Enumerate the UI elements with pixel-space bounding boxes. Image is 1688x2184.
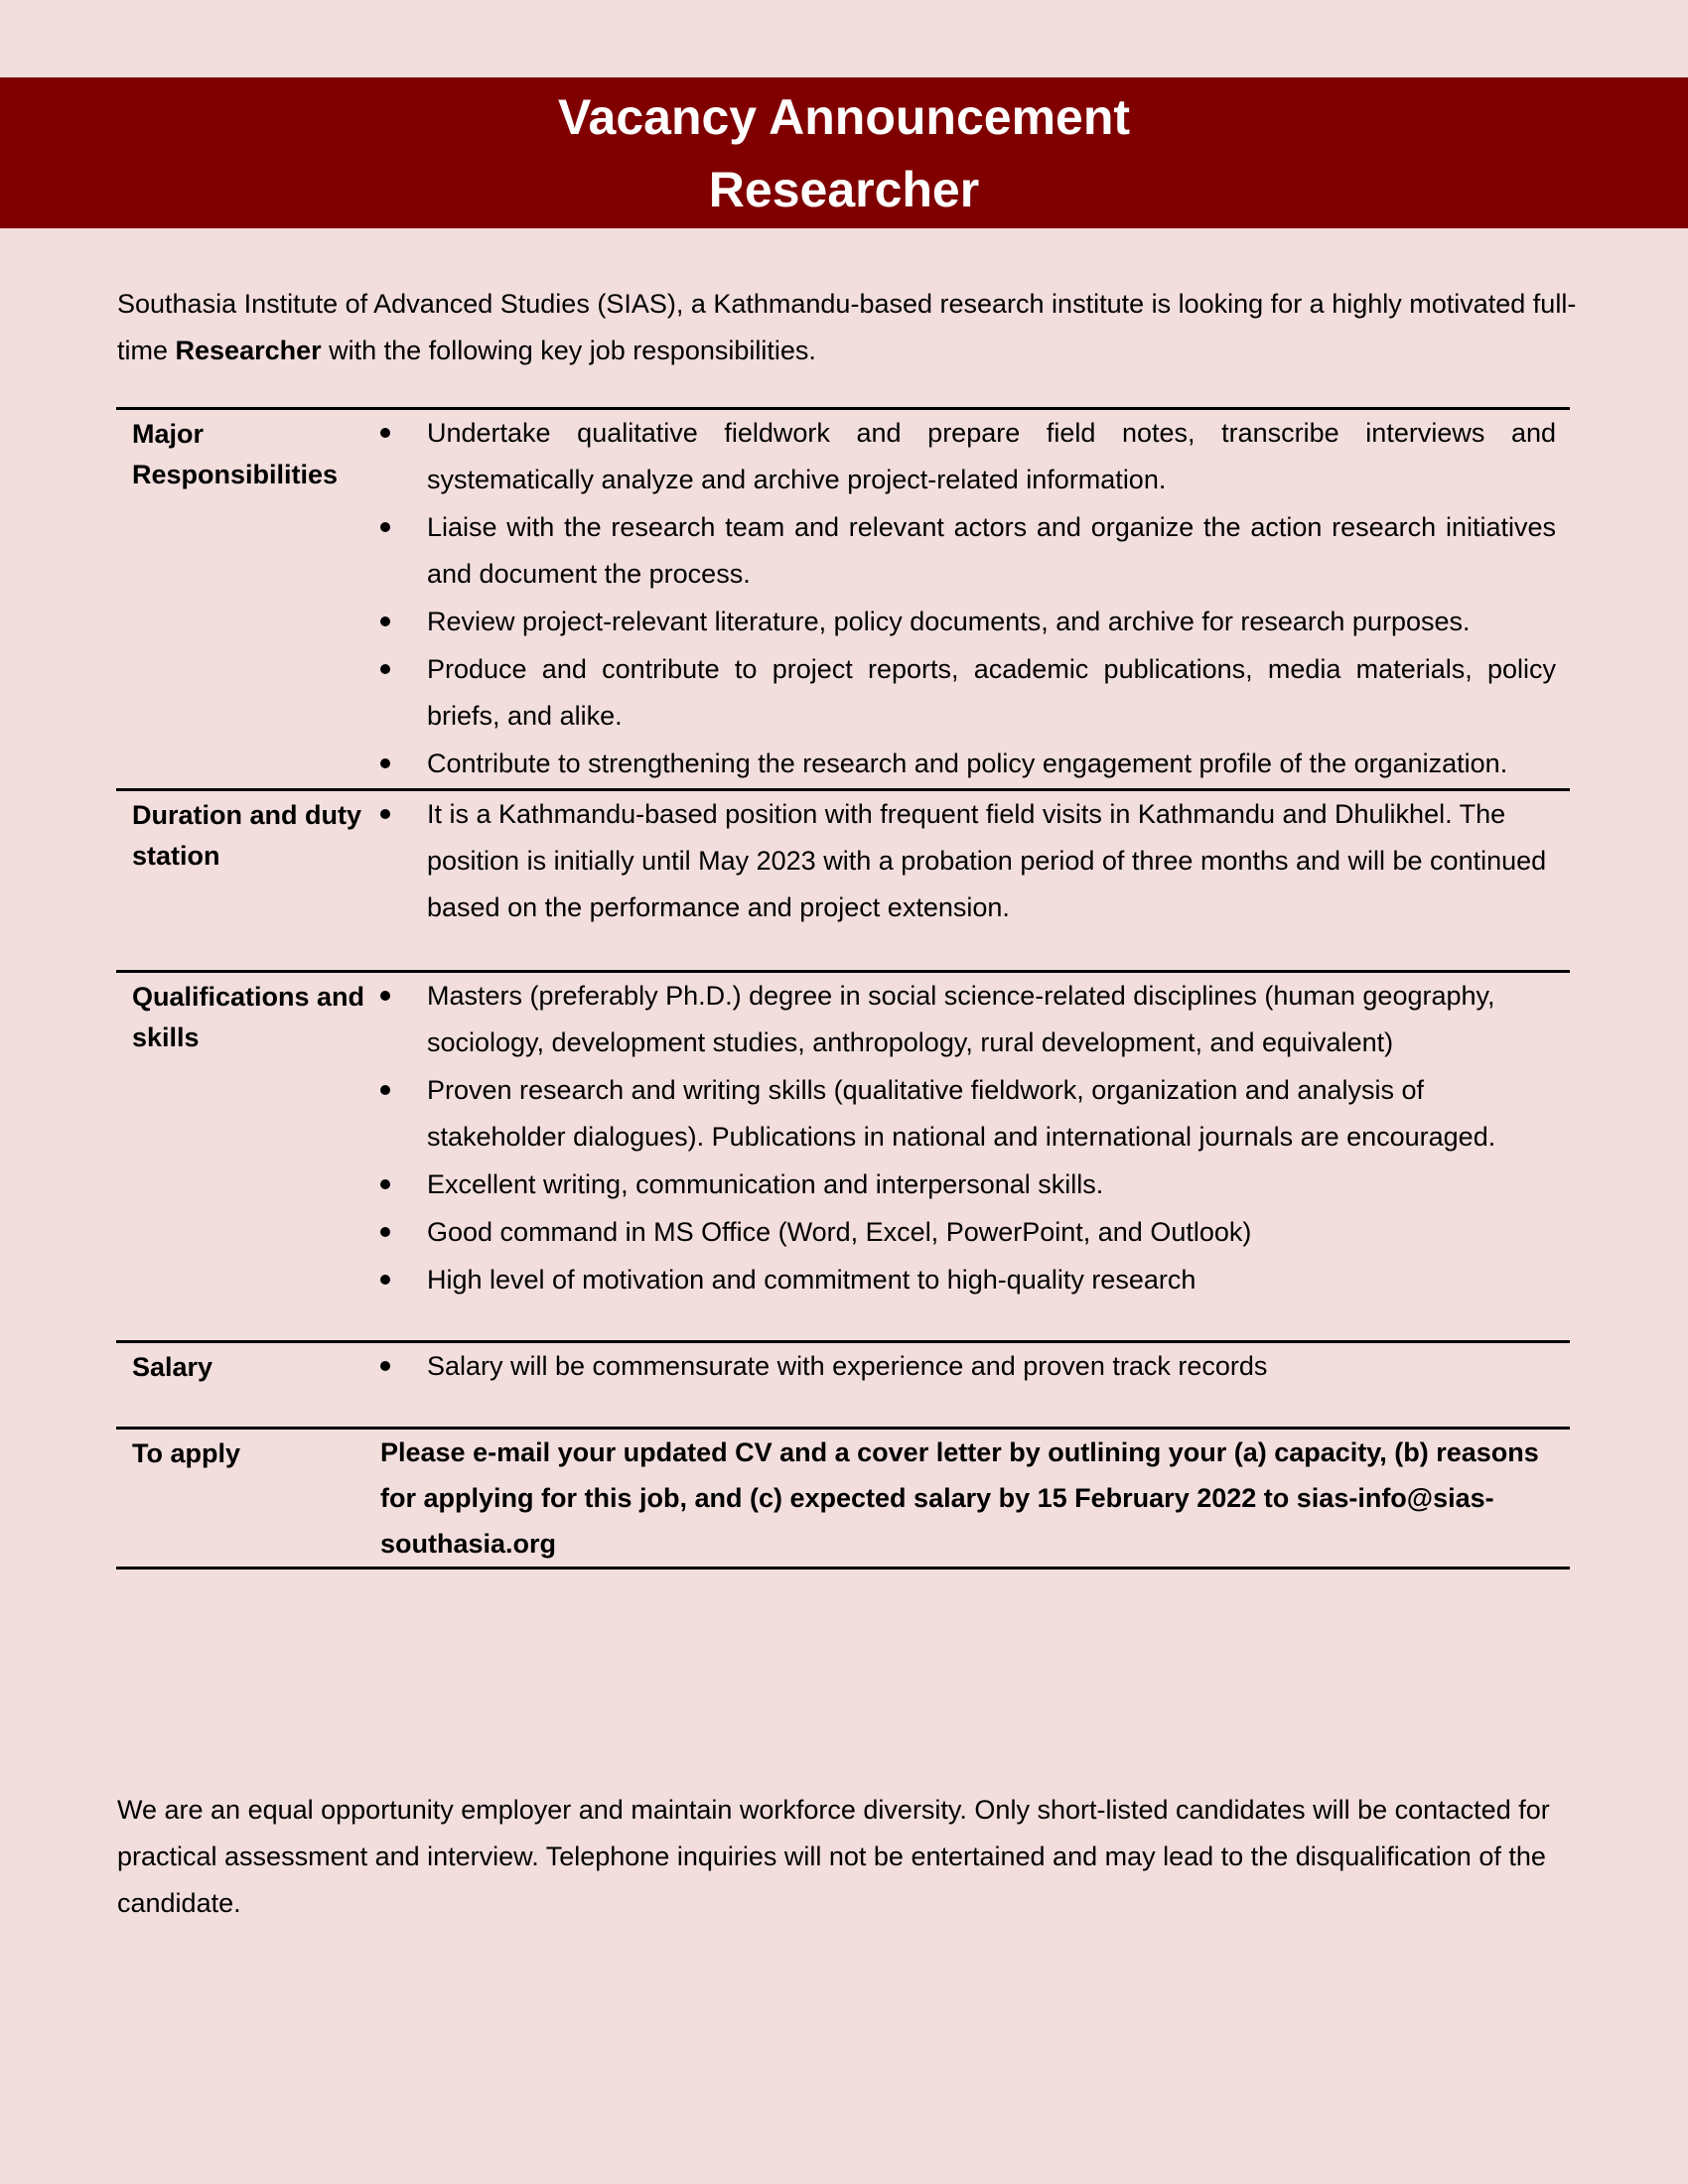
row-major-responsibilities [116, 409, 1570, 790]
list-item: Review project-relevant literature, policy documents, and archive for research purposes. [380, 599, 1556, 645]
row-label: Salary [132, 1352, 213, 1382]
row-label: Duration and duty station [132, 800, 361, 871]
list-item: Salary will be commensurate with experience and proven track records [380, 1343, 1556, 1390]
equal-opportunity-paragraph: We are an equal opportunity employer and maintain workforce diversity. Only short-listed candidates will be contacted for practical assessment and interview. Telephone inquiries will not be entertained and may lead to the disqualification of the candidate. [117, 1795, 1550, 1918]
bullet-icon [380, 758, 390, 768]
bullet-icon [380, 809, 390, 819]
list-item: It is a Kathmandu-based position with frequent field visits in Kathmandu and Dhulikhel. The position is initially until May 2023 with a probation period of three months and will be continued based on the performance and project extension. [380, 791, 1556, 931]
row-duration-duty-station [116, 790, 1570, 972]
intro-text-start: Southasia Institute of Advanced Studies (SIAS), a Kathmandu-based research institute is looking for a highly motivated full-time [117, 289, 1577, 365]
qualifications-list [380, 973, 1556, 1303]
bullet-icon [380, 1085, 390, 1095]
header-banner [0, 77, 1688, 228]
list-item: Contribute to strengthening the research and policy engagement profile of the organization. [380, 741, 1556, 787]
bullet-icon [380, 991, 390, 1001]
announcement-title: Vacancy Announcement [557, 89, 1131, 145]
apply-instructions: Please e-mail your updated CV and a cover letter by outlining your (a) capacity, (b) reasons for applying for this job, and (c) expected salary by 15 February 2022 to sias-info@sias-southasia.org [380, 1437, 1539, 1559]
list-item: Good command in MS Office (Word, Excel, PowerPoint, and Outlook) [380, 1209, 1556, 1256]
bullet-icon [380, 428, 390, 438]
bullet-icon [380, 1179, 390, 1189]
row-salary [116, 1342, 1570, 1429]
bullet-icon [380, 1275, 390, 1285]
vacancy-details-table [116, 407, 1570, 1570]
row-qualifications-skills [116, 972, 1570, 1342]
responsibilities-list [380, 410, 1556, 787]
list-item: Proven research and writing skills (qualitative fieldwork, organization and analysis of stakeholder dialogues). Publications in national and international journals are encouraged. [380, 1067, 1556, 1160]
bullet-icon [380, 1361, 390, 1371]
apply-email-link[interactable]: sias-info@sias-southasia.org [380, 1483, 1494, 1559]
list-item: Masters (preferably Ph.D.) degree in social science-related disciplines (human geography, sociology, development studies, anthropology, rural development, and equivalent) [380, 973, 1556, 1066]
intro-position-bold: Researcher [175, 336, 322, 365]
salary-list [380, 1343, 1556, 1390]
intro-text-end: with the following key job responsibilities. [321, 336, 816, 365]
bullet-icon [380, 616, 390, 626]
row-label: Qualifications and skills [132, 982, 365, 1052]
list-item: High level of motivation and commitment to high-quality research [380, 1257, 1556, 1303]
list-item: Undertake qualitative fieldwork and prepare field notes, transcribe interviews and systematically analyze and archive project-related information. [380, 410, 1556, 503]
list-item: Liaise with the research team and relevant actors and organize the action research initiatives and document the process. [380, 504, 1556, 598]
bullet-icon [380, 1227, 390, 1237]
list-item: Excellent writing, communication and interpersonal skills. [380, 1161, 1556, 1208]
intro-paragraph [117, 281, 1577, 374]
row-to-apply [116, 1429, 1570, 1569]
bullet-icon [380, 522, 390, 532]
list-item: Produce and contribute to project reports, academic publications, media materials, policy briefs, and alike. [380, 646, 1556, 740]
bullet-icon [380, 664, 390, 674]
row-label: To apply [132, 1438, 241, 1468]
position-title: Researcher [708, 162, 980, 217]
row-label: Major Responsibilities [132, 419, 339, 489]
duration-list [380, 791, 1556, 931]
